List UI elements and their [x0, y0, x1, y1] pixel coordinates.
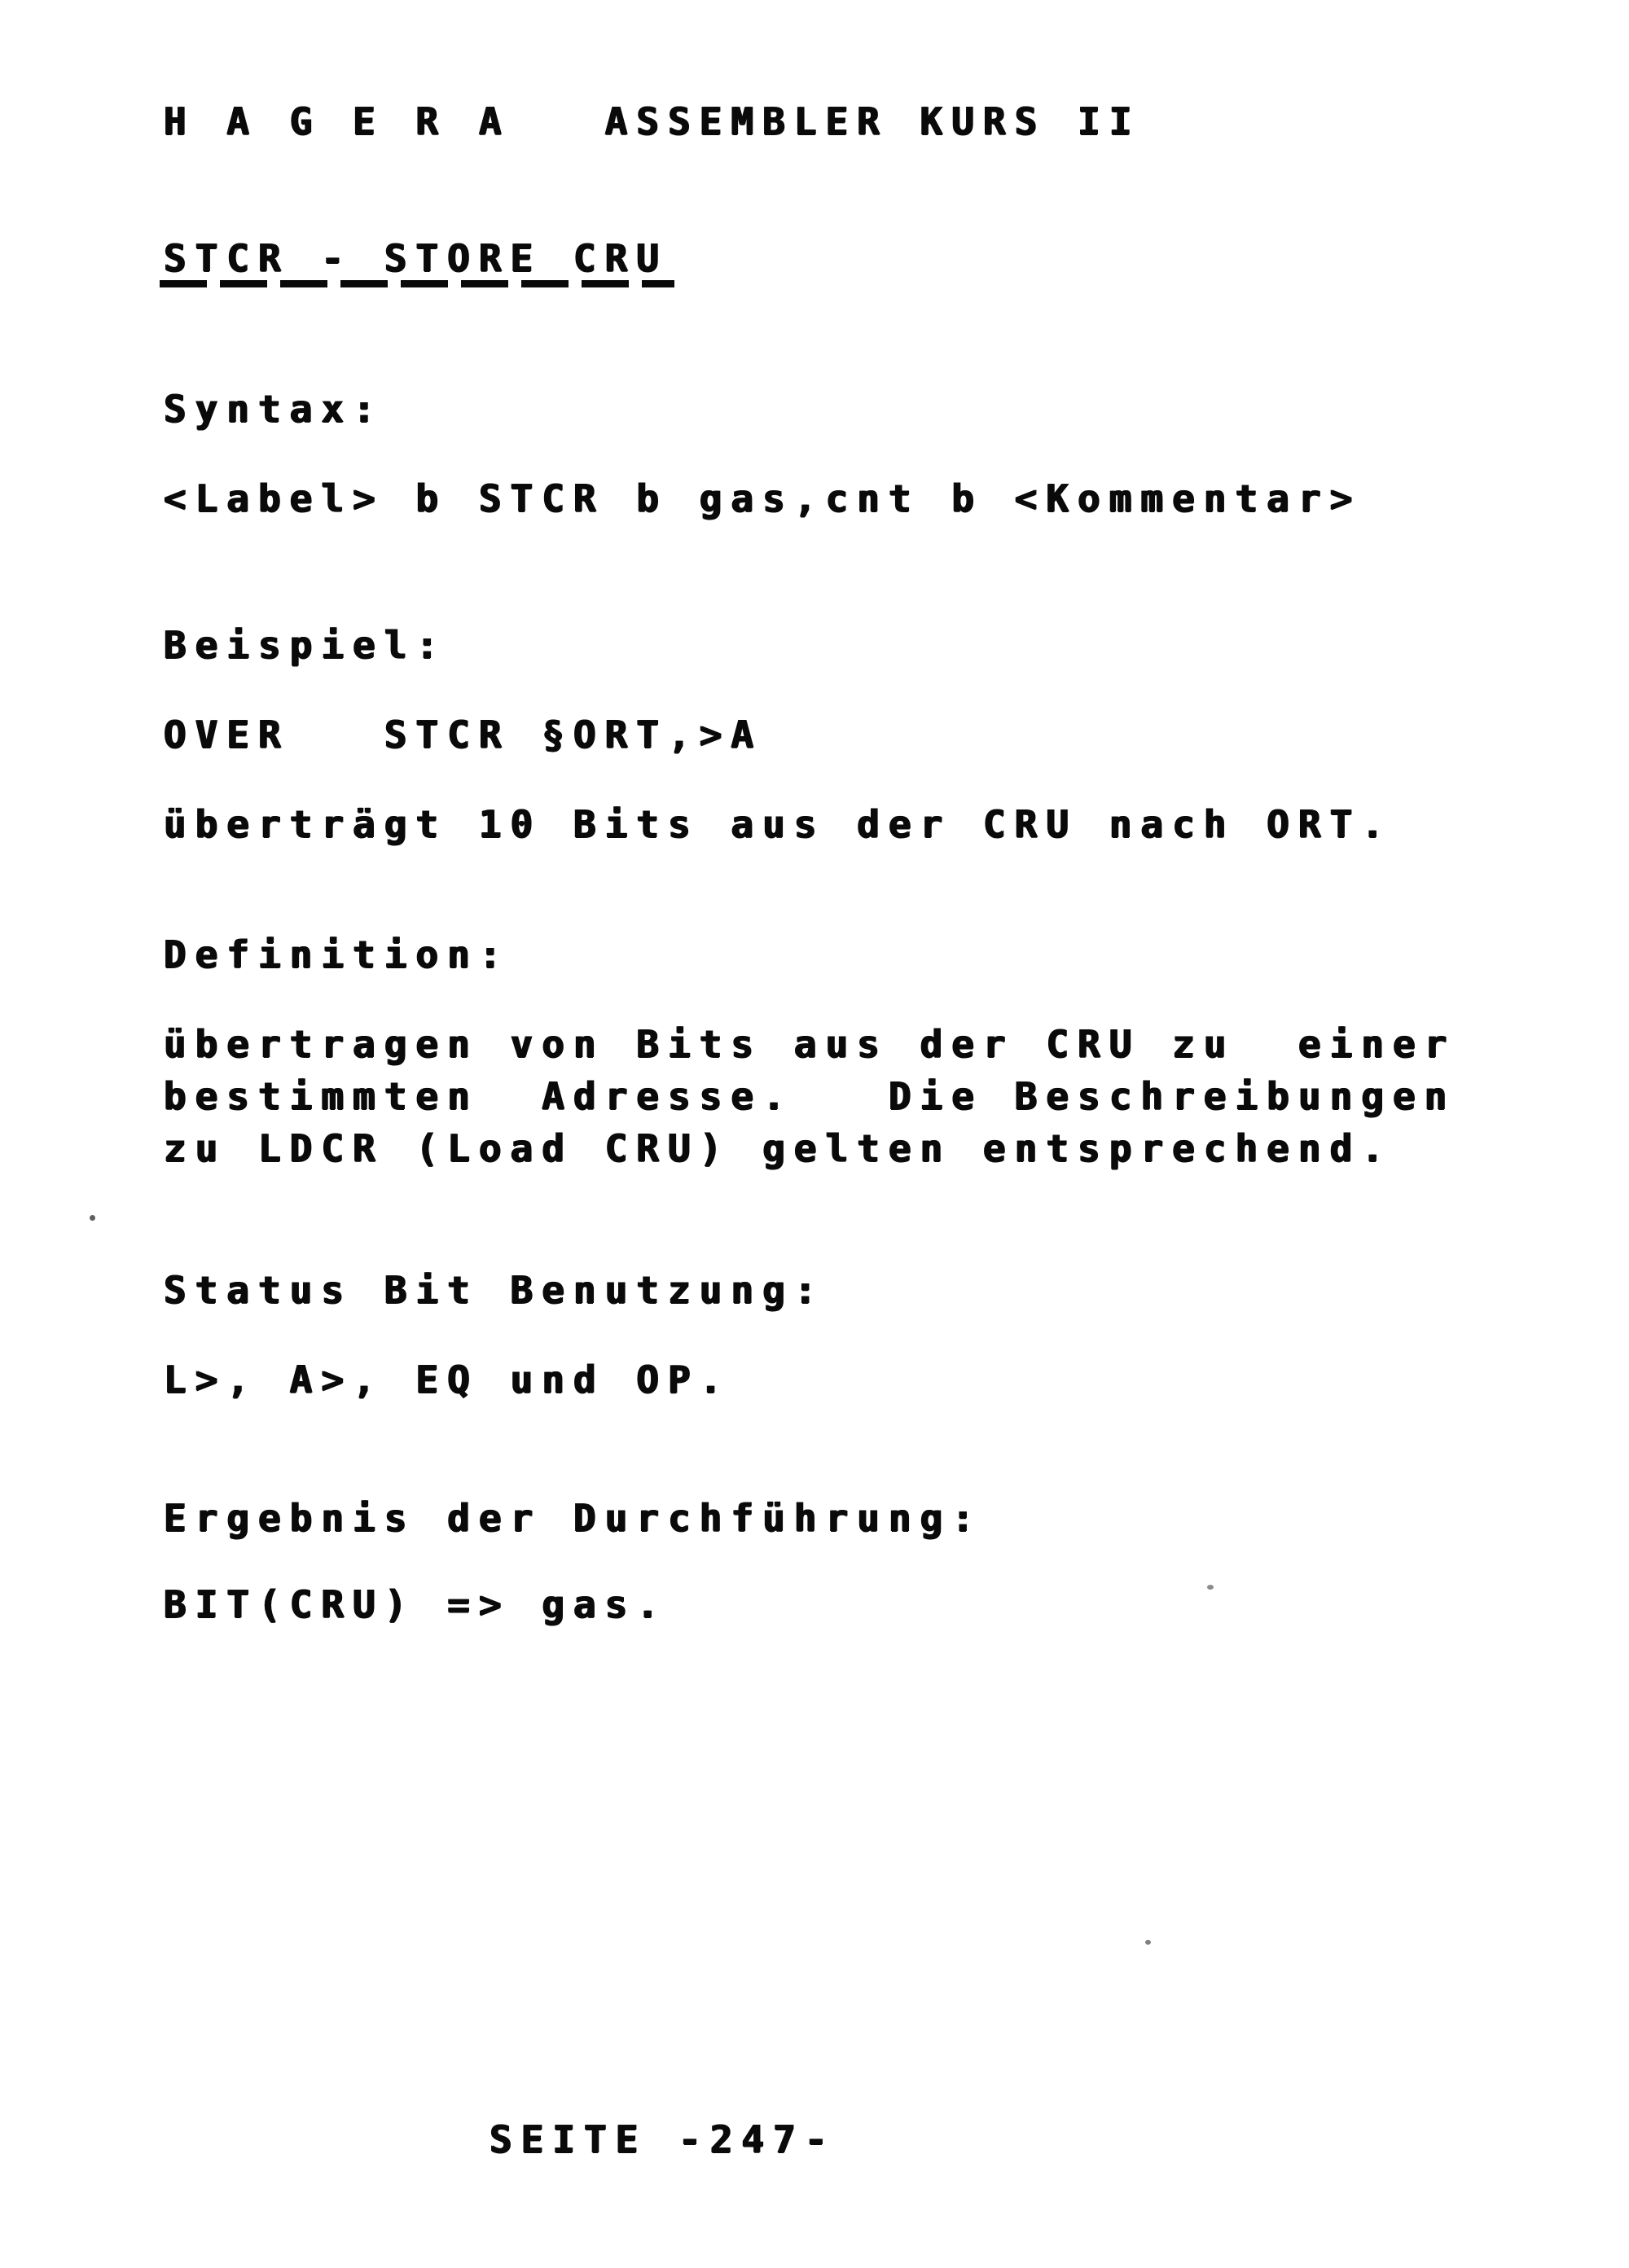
definition-line-3: zu LDCR (Load CRU) gelten entsprechend.	[163, 1126, 1393, 1170]
ergebnis-text: BIT(CRU) => gas.	[163, 1582, 668, 1626]
syntax-heading: Syntax:	[163, 387, 384, 431]
definition-line-2: bestimmten Adresse. Die Beschreibungen	[163, 1074, 1456, 1118]
beispiel-description: überträgt 10 Bits aus der CRU nach ORT.	[163, 802, 1393, 846]
beispiel-code: OVER STCR §ORT,>A	[163, 713, 762, 757]
status-text: L>, A>, EQ und OP.	[163, 1358, 731, 1402]
scan-speck	[90, 1215, 95, 1221]
definition-heading: Definition:	[163, 932, 510, 976]
doc-title: STCR - STORE CRU	[163, 236, 668, 280]
beispiel-heading: Beispiel:	[163, 623, 447, 667]
page-header: H A G E R A ASSEMBLER KURS II	[163, 99, 1140, 143]
scan-speck	[1207, 1585, 1214, 1590]
scan-speck	[1145, 1940, 1151, 1945]
syntax-line: <Label> b STCR b gas,cnt b <Kommentar>	[163, 476, 1361, 520]
page-number: SEITE -247-	[489, 2117, 836, 2161]
status-heading: Status Bit Benutzung:	[163, 1268, 825, 1312]
title-underline	[160, 280, 674, 287]
ergebnis-heading: Ergebnis der Durchführung:	[163, 1496, 983, 1540]
definition-line-1: übertragen von Bits aus der CRU zu einer	[163, 1022, 1456, 1066]
